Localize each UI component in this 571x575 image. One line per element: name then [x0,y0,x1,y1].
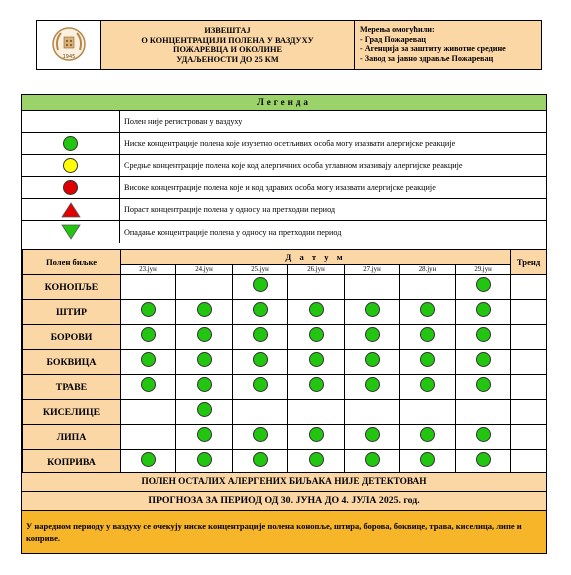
concentration-cell [345,300,400,325]
green-dot-icon [253,452,268,467]
concentration-cell [456,350,511,375]
report-header [36,20,542,70]
green-dot-icon [420,302,435,317]
legend-row-decrease [22,221,546,243]
date-cell: 29.јун [456,264,511,274]
red-triangle-up-icon [61,202,81,218]
concentration-cell [345,350,400,375]
report-body [21,94,547,554]
concentration-cell [121,275,176,300]
plant-name: ШТИР [23,300,121,325]
table-row [23,400,547,425]
yellow-dot-icon [63,158,78,173]
date-cell: 23.јун [121,264,176,274]
concentration-cell [456,400,511,425]
trend-cell [511,450,547,475]
institute-logo [37,21,101,69]
sponsor-item: - Град Пожаревац [360,34,427,44]
legend-text: Опадање концентрације полена у односу на претходни период [124,227,342,237]
trend-cell [511,375,547,400]
concentration-cell [121,300,176,325]
concentration-cell [345,275,400,300]
trend-cell [511,300,547,325]
concentration-cell [121,425,176,450]
green-dot-icon [420,452,435,467]
green-dot-icon [476,327,491,342]
green-dot-icon [309,302,324,317]
green-dot-icon [197,452,212,467]
green-dot-icon [141,352,156,367]
green-dot-icon [141,377,156,392]
green-dot-icon [253,377,268,392]
concentration-cell [121,400,176,425]
green-dot-icon [476,452,491,467]
green-dot-icon [63,136,78,151]
plant-name: ТРАВЕ [23,375,121,400]
concentration-cell [121,350,176,375]
concentration-cell [400,325,456,350]
green-dot-icon [253,352,268,367]
table-row [23,375,547,400]
concentration-cell [456,300,511,325]
concentration-cell [233,275,288,300]
forecast-title: ПРОГНОЗА ЗА ПЕРИОД ОД 30. ЈУНА ДО 4. ЈУЛА 2025. год. [22,491,546,510]
concentration-cell [345,325,400,350]
concentration-cell [233,375,288,400]
date-header: Д а т у м [121,250,511,265]
concentration-cell [400,350,456,375]
green-dot-icon [141,302,156,317]
title-line-3: ПОЖАРЕВЦА И ОКОЛИНЕ [172,45,282,54]
concentration-cell [176,325,233,350]
trend-cell [511,275,547,300]
green-dot-icon [197,377,212,392]
concentration-cell [121,450,176,475]
concentration-cell [345,425,400,450]
green-dot-icon [420,427,435,442]
forecast-text: У наредном периоду у ваздуху се очекују ниске концентрације полена конопље, штира, борова, боквице, трава, киселица, липе и коприве. [22,510,546,553]
green-dot-icon [476,427,491,442]
green-dot-icon [420,377,435,392]
date-cell: 26.јун [288,264,345,274]
concentration-cell [288,425,345,450]
table-row [23,425,547,450]
green-dot-icon [420,352,435,367]
concentration-cell [233,325,288,350]
plant-name: ЛИПА [23,425,121,450]
concentration-cell [400,400,456,425]
legend-row-none [22,111,546,133]
concentration-cell [233,300,288,325]
concentration-cell [288,275,345,300]
concentration-cell [176,400,233,425]
green-dot-icon [197,402,212,417]
concentration-cell [345,375,400,400]
concentration-cell [233,425,288,450]
sponsors-label: Мерења омогућили: [360,25,435,34]
red-dot-icon [63,180,78,195]
green-dot-icon [253,277,268,292]
concentration-cell [456,450,511,475]
concentration-cell [456,425,511,450]
concentration-cell [233,400,288,425]
concentration-cell [400,275,456,300]
concentration-cell [288,325,345,350]
date-cell: 27.јун [345,264,400,274]
legend-text: Полен није регистрован у ваздуху [124,117,243,126]
date-cell: 24.јун [176,264,233,274]
green-dot-icon [309,352,324,367]
title-line-2: О КОНЦЕНТРАЦИЈИ ПОЛЕНА У ВАЗДУХУ [141,35,314,45]
green-dot-icon [309,452,324,467]
other-plants-note: ПОЛЕН ОСТАЛИХ АЛЕРГЕНИХ БИЉАКА НИЈЕ ДЕТЕКТОВАН [22,472,546,491]
concentration-cell [400,450,456,475]
date-cell: 25.јун [233,264,288,274]
concentration-cell [400,375,456,400]
green-dot-icon [476,352,491,367]
concentration-cell [345,450,400,475]
pollen-table [22,249,547,475]
concentration-cell [288,450,345,475]
green-dot-icon [309,327,324,342]
plant-name: КОНОПЉЕ [23,275,121,300]
date-cell: 28.јун [400,264,456,274]
title-line-4: УДАЉЕНОСТИ ДО 25 КМ [176,54,279,64]
laurel-emblem-icon [49,25,89,65]
legend-text: Ниске концентрације полена које изузетно осетљивих особа могу изазвати алергијске реакције [124,139,456,148]
plant-rows [23,275,547,475]
green-dot-icon [253,327,268,342]
concentration-cell [121,325,176,350]
concentration-cell [456,325,511,350]
plant-header: Полен биљке [23,250,121,275]
green-dot-icon [309,377,324,392]
concentration-cell [176,275,233,300]
green-dot-icon [197,327,212,342]
concentration-cell [456,375,511,400]
plant-name: БОКВИЦА [23,350,121,375]
report-title [101,21,355,69]
green-dot-icon [365,302,380,317]
green-dot-icon [197,352,212,367]
table-row [23,300,547,325]
green-dot-icon [365,327,380,342]
empty-symbol [22,111,120,132]
concentration-cell [176,350,233,375]
table-row [23,275,547,300]
green-dot-icon [197,302,212,317]
legend-row-low [22,133,546,155]
green-dot-icon [253,302,268,317]
concentration-cell [456,275,511,300]
plant-name: БОРОВИ [23,325,121,350]
green-dot-icon [476,277,491,292]
title-line-1: ИЗВЕШТАЈ [204,26,251,35]
green-dot-icon [253,427,268,442]
green-dot-icon [309,427,324,442]
concentration-cell [233,350,288,375]
sponsor-item: - Агенција за заштиту животне средине [360,44,506,53]
legend-text: Високе концентрације полена које и код здравих особа могу изазвати алергијске реакције [124,183,436,192]
table-row [23,450,547,475]
legend-text: Средње концентрације полена које код алергичних особа углавном изазивају алергијске реакције [124,161,463,170]
legend-row-increase [22,199,546,221]
trend-cell [511,350,547,375]
green-dot-icon [365,352,380,367]
green-dot-icon [365,427,380,442]
green-dot-icon [476,377,491,392]
legend-row-high [22,177,546,199]
plant-name: КОПРИВА [23,450,121,475]
trend-cell [511,400,547,425]
green-dot-icon [365,452,380,467]
concentration-cell [288,300,345,325]
concentration-cell [400,425,456,450]
green-dot-icon [141,327,156,342]
concentration-cell [288,400,345,425]
concentration-cell [176,450,233,475]
table-row [23,350,547,375]
plant-name: КИСЕЛИЦЕ [23,400,121,425]
concentration-cell [288,375,345,400]
sponsor-item: - Завод за јавно здравље Пожаревац [360,53,494,63]
concentration-cell [400,300,456,325]
green-triangle-down-icon [61,224,81,240]
concentration-cell [176,300,233,325]
legend-title: Легенда [22,95,546,111]
concentration-cell [121,375,176,400]
green-dot-icon [197,427,212,442]
green-dot-icon [420,327,435,342]
table-row [23,325,547,350]
legend-row-medium [22,155,546,177]
trend-cell [511,325,547,350]
trend-header: Тренд [511,250,547,275]
green-dot-icon [141,452,156,467]
sponsors-block [355,21,541,69]
concentration-cell [176,425,233,450]
green-dot-icon [365,377,380,392]
green-dot-icon [476,302,491,317]
trend-cell [511,425,547,450]
legend-text: Пораст концентрације полена у односу на претходни период [124,205,336,214]
concentration-cell [345,400,400,425]
logo-year: 1945 [62,54,75,60]
concentration-cell [288,350,345,375]
concentration-cell [233,450,288,475]
concentration-cell [176,375,233,400]
